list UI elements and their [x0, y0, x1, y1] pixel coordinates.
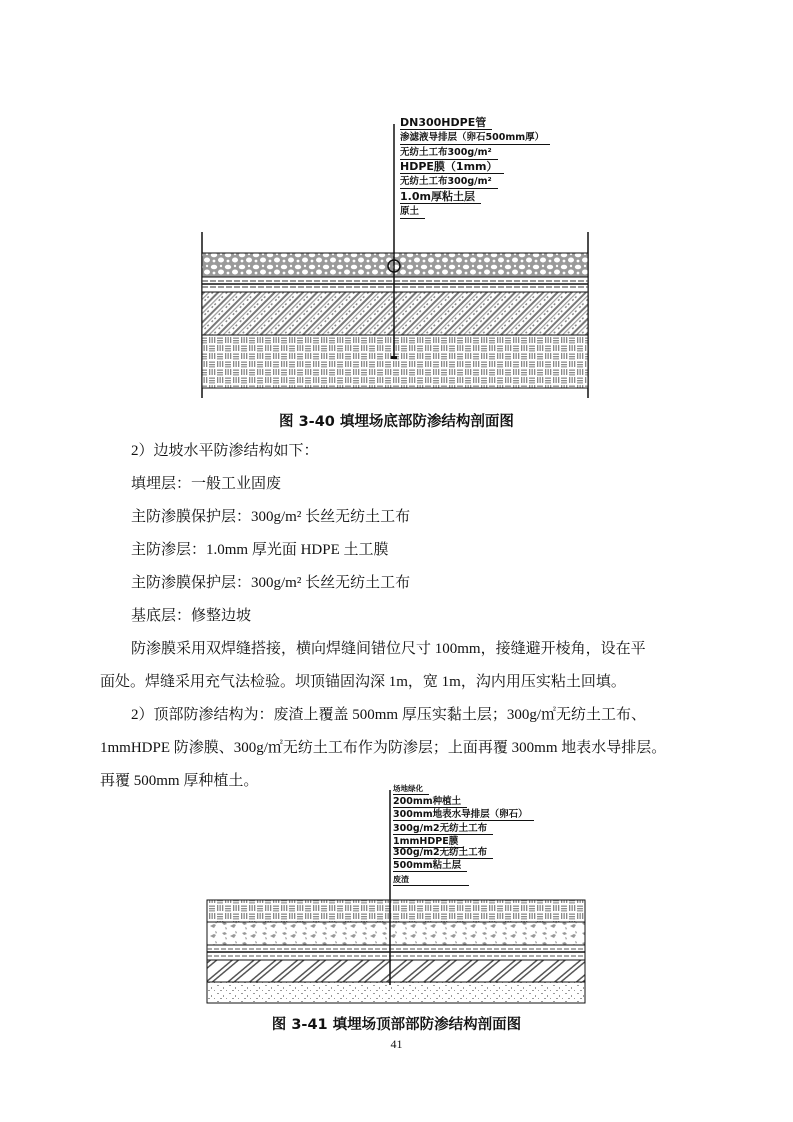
layer-label: 1.0m厚粘土层	[400, 191, 481, 204]
paragraph: 主防渗膜保护层：300g/m² 长丝无纺土工布	[131, 575, 411, 591]
figure-caption: 图 3-41 填埋场顶部部防渗结构剖面图	[271, 1017, 522, 1033]
paragraph: 1mmHDPE 防渗膜、300g/㎡无纺土工布作为防渗层；上面再覆 300mm 地表水导排层。	[100, 740, 667, 756]
layer-label: 1mmHDPE膜	[393, 836, 464, 848]
layer-label: HDPE膜（1mm）	[400, 161, 504, 174]
bottom-liner-section	[202, 124, 588, 398]
paragraph: 2）边坡水平防渗结构如下：	[131, 443, 319, 459]
paragraph: 主防渗层：1.0mm 厚光面 HDPE 土工膜	[131, 542, 389, 558]
paragraph: 面处。焊缝采用充气法检验。坝顶锚固沟深 1m，宽 1m，沟内用压实粘土回填。	[100, 674, 626, 690]
page-number: 41	[390, 1037, 403, 1051]
layer-label: 废渣	[393, 874, 469, 886]
layer-label: 300mm地表水导排层（卵石）	[393, 809, 534, 821]
layer-label: 场地绿化	[393, 783, 429, 795]
layer-label: 无纺土工布300g/m²	[400, 147, 498, 160]
paragraph: 主防渗膜保护层：300g/m² 长丝无纺土工布	[131, 509, 411, 525]
paragraph: 填埋层：一般工业固废	[131, 476, 282, 492]
paragraph: 2）顶部防渗结构为：废渣上覆盖 500mm 厚压实黏土层；300g/㎡无纺土工布、	[131, 707, 647, 723]
layer-label: 500mm粘土层	[393, 860, 467, 872]
layer-label: 300g/m2无纺土工布	[393, 823, 493, 835]
paragraph: 基底层：修整边坡	[131, 608, 252, 624]
paragraph: 再覆 500mm 厚种植土。	[100, 773, 259, 789]
layer-label: DN300HDPE管	[400, 117, 492, 130]
layer-label: 200mm种植土	[393, 796, 467, 808]
layer-label: 渗滤液导排层（卵石500mm厚）	[400, 132, 550, 145]
layer-label: 原土	[400, 206, 425, 219]
layer-label: 300g/m2无纺土工布	[393, 847, 493, 859]
layer-label: 无纺土工布300g/m²	[400, 176, 498, 189]
top-cover-section	[207, 790, 585, 1003]
paragraph: 防渗膜采用双焊缝搭接，横向焊缝间错位尺寸 100mm，接缝避开棱角，设在平	[131, 641, 646, 657]
figure-caption: 图 3-40 填埋场底部防渗结构剖面图	[279, 414, 514, 430]
